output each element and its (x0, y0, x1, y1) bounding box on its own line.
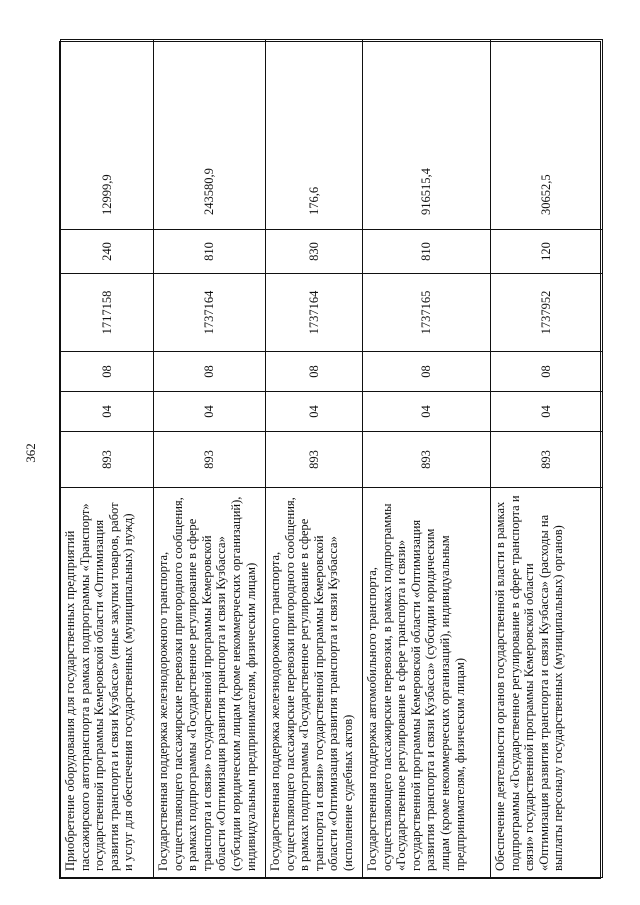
subsection-code-cell: 08 (491, 352, 603, 392)
budget-table-wrapper (59, 41, 601, 879)
section-code-cell: 04 (363, 392, 491, 432)
table-row (61, 40, 154, 878)
section-code-cell: 04 (61, 392, 154, 432)
section-code-cell: 04 (491, 392, 603, 432)
subsection-code-cell: 08 (154, 352, 266, 392)
subsection-code-cell: 08 (61, 352, 154, 392)
row-name-cell: Обеспечение деятельности органов государственной власти в рамках подпрограммы «Государственное регулирование в сфере транспорта и связи» государственной программы Кемеровской области «Оптимизация развития транспорта и связи Кузбасса» (расходы на выплаты персоналу государственных (муниципальных) органов) (491, 488, 603, 878)
ministry-code-cell: 893 (363, 432, 491, 488)
table-row (363, 40, 491, 878)
row-name-cell: Приобретение оборудования для государственных предприятий пассажирского автотранспорта в рамках подпрограммы «Транспорт» государственной программы Кемеровской области «Оптимизация развития транспорта и связи Кузбасса» (иные закупки товаров, работ и услуг для обеспечения государственных (муниципальных) нужд) (61, 488, 154, 878)
amount-cell: 916515,4 (363, 40, 491, 230)
ministry-code-cell: 893 (61, 432, 154, 488)
target-article-cell: 1737164 (266, 274, 363, 352)
expense-type-cell: 810 (154, 230, 266, 274)
target-article-cell: 1737952 (491, 274, 603, 352)
expense-type-cell: 240 (61, 230, 154, 274)
table-row (266, 40, 363, 878)
table-row (491, 40, 603, 878)
page-number: 362 (23, 443, 38, 463)
subsection-code-cell: 08 (266, 352, 363, 392)
expense-type-cell: 830 (266, 230, 363, 274)
subsection-code-cell: 08 (363, 352, 491, 392)
ministry-code-cell: 893 (154, 432, 266, 488)
section-code-cell: 04 (154, 392, 266, 432)
expense-type-cell: 810 (363, 230, 491, 274)
target-article-cell: 1717158 (61, 274, 154, 352)
table-row (154, 40, 266, 878)
section-code-cell: 04 (266, 392, 363, 432)
expense-type-cell: 120 (491, 230, 603, 274)
row-name-cell: Государственная поддержка автомобильного транспорта, осуществляющего пассажирские перевозки, в рамках подпрограммы «Государственное регулирование в сфере транспорта и связи» государственной программы Кемеровской области «Оптимизация развития транспорта и связи Кузбасса» (субсидии юридическим лицам (кроме некоммерческих организаций), индивидуальным предпринимателям, физическим лицам) (363, 488, 491, 878)
row-name-cell: Государственная поддержка железнодорожного транспорта, осуществляющего пассажирские перевозки пригородного сообщения, в рамках подпрограммы «Государственное регулирование в сфере транспорта и связи» государственной программы Кемеровской области «Оптимизация развития транспорта и связи Кузбасса» (субсидии юридическим лицам (кроме некоммерческих организаций), индивидуальным предпринимателям, физическим лицам) (154, 488, 266, 878)
budget-table (59, 41, 601, 879)
row-name-cell: Государственная поддержка железнодорожного транспорта, осуществляющего пассажирские перевозки пригородного сообщения, в рамках подпрограммы «Государственное регулирование в сфере транспорта и связи» государственной программы Кемеровской области «Оптимизация развития транспорта и связи Кузбасса» (исполнение судебных актов) (266, 488, 363, 878)
amount-cell: 30652,5 (491, 40, 603, 230)
target-article-cell: 1737164 (154, 274, 266, 352)
amount-cell: 12999,9 (61, 40, 154, 230)
target-article-cell: 1737165 (363, 274, 491, 352)
ministry-code-cell: 893 (491, 432, 603, 488)
amount-cell: 243580,9 (154, 40, 266, 230)
ministry-code-cell: 893 (266, 432, 363, 488)
amount-cell: 176,6 (266, 40, 363, 230)
